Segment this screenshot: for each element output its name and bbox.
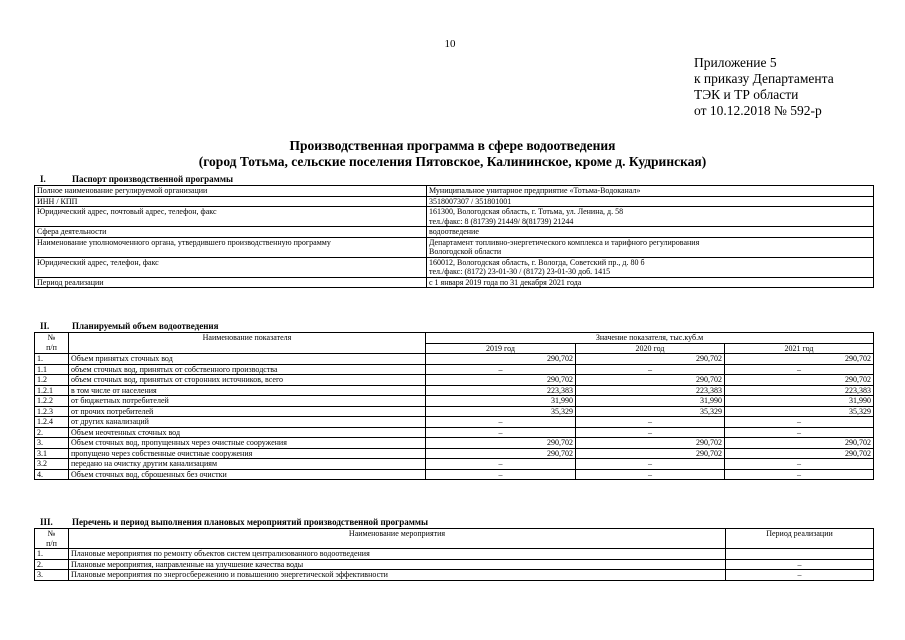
col-header-measure: Наименование мероприятия [69,529,726,549]
passport-value-line: тел./факс: (8172) 23-01-30 / (8172) 23-01-30 доб. 1415 [429,267,611,276]
measure-period: – [726,559,874,570]
table-row [35,406,874,417]
passport-value: 3518007307 / 351801001 [427,196,874,207]
table-row [35,196,874,207]
table-row [35,237,874,257]
value-2021: 35,329 [725,406,874,417]
value-2021: 223,383 [725,385,874,396]
indicator-name: объем сточных вод, принятых от сторонних источников, всего [69,375,426,386]
row-number: 1.2.3 [35,406,69,417]
table-row [35,375,874,386]
measure-period: – [726,570,874,581]
row-number: 3. [35,570,69,581]
indicator-name: Объем сточных вод, сброшенных без очистки [69,469,426,480]
value-2019: 290,702 [426,438,576,449]
section-2-heading [34,321,218,332]
value-2021: – [725,469,874,480]
value-2020: – [576,427,725,438]
section-3-heading [34,517,428,528]
table-row [35,277,874,288]
passport-label: Юридический адрес, телефон, факс [35,257,427,277]
value-2021: 31,990 [725,396,874,407]
appendix-line: Приложение 5 [694,55,777,70]
table-row [35,438,874,449]
value-2020: 290,702 [576,438,725,449]
value-2019: – [426,364,576,375]
section-1-heading [34,174,233,185]
volume-table [34,332,874,480]
title-line: Производственная программа в сфере водоотведения [289,138,616,153]
passport-value-line: тел./факс: 8 (81739) 21449/ 8(81739) 21244 [429,216,574,226]
value-2019: 290,702 [426,354,576,365]
value-2020: 290,702 [576,375,725,386]
section-number: III. [40,517,53,527]
appendix-line: к приказу Департамента [694,71,834,86]
row-number: 1.2.1 [35,385,69,396]
measure-period [726,549,874,560]
appendix-note [694,55,834,119]
table-row [35,559,874,570]
section-title: Планируемый объем водоотведения [72,321,219,331]
col-header-2021: 2021 год [725,343,874,354]
col-header-value: Значение показателя, тыс.куб.м [426,333,874,344]
row-number: 3. [35,438,69,449]
value-2019: – [426,459,576,470]
row-number: 1.1 [35,364,69,375]
table-row [35,448,874,459]
col-header-number [35,333,69,354]
row-number: 3.1 [35,448,69,459]
value-2019: – [426,427,576,438]
row-number: 2. [35,427,69,438]
measure-name: Плановые мероприятия по ремонту объектов систем централизованного водоотведения [69,549,726,560]
indicator-name: от бюджетных потребителей [69,396,426,407]
table-row [35,354,874,365]
table-header-row [35,333,874,344]
document-title [30,138,875,170]
table-row [35,396,874,407]
passport-label: Юридический адрес, почтовый адрес, телефон, факс [35,207,427,227]
title-line: (город Тотьма, сельские поселения Пятовское, Калининское, кроме д. Кудринская) [198,154,707,169]
passport-value-line: 161300, Вологодская область, г. Тотьма, ул. Ленина, д. 58 [429,207,624,216]
table-row [35,427,874,438]
passport-value [427,237,874,257]
passport-value: Муниципальное унитарное предприятие «Тотьма-Водоканал» [427,186,874,197]
appendix-line: от 10.12.2018 № 592-р [694,103,822,118]
table-row [35,186,874,197]
passport-table [34,185,874,288]
table-row [35,459,874,470]
table-row [35,417,874,428]
passport-value [427,257,874,277]
value-2021: – [725,459,874,470]
measure-name: Плановые мероприятия по энергосбережению и повышению энергетической эффективности [69,570,726,581]
section-number: I. [40,174,46,184]
value-2020: 35,329 [576,406,725,417]
table-row [35,207,874,227]
table-row [35,385,874,396]
col-header-2019: 2019 год [426,343,576,354]
row-number: 1. [35,549,69,560]
page-number: 10 [444,38,456,50]
passport-value-line: Департамент топливно-энергетического комплекса и тарифного регулирования [429,237,700,247]
passport-value: водоотведение [427,227,874,238]
value-2021: 290,702 [725,354,874,365]
value-2019: 35,329 [426,406,576,417]
value-2019: 31,990 [426,396,576,407]
row-number: 2. [35,559,69,570]
table-row [35,364,874,375]
passport-value: с 1 января 2019 года по 31 декабря 2021 года [427,277,874,288]
passport-label: Сфера деятельности [35,227,427,238]
table-row [35,257,874,277]
row-number: 4. [35,469,69,480]
table-row [35,570,874,581]
value-2021: – [725,364,874,375]
measures-table [34,528,874,581]
table-header-row [35,529,874,549]
col-header-number [35,529,69,549]
row-number: 1.2.4 [35,417,69,428]
value-2021: 290,702 [725,448,874,459]
value-2021: – [725,427,874,438]
indicator-name: передано на очистку другим канализациям [69,459,426,470]
table-row [35,469,874,480]
indicator-name: от других канализаций [69,417,426,428]
appendix-line: ТЭК и ТР области [694,87,799,102]
passport-value [427,207,874,227]
value-2019: 290,702 [426,375,576,386]
col-header-period: Период реализации [726,529,874,549]
table-row [35,227,874,238]
value-2020: 223,383 [576,385,725,396]
value-2019: 290,702 [426,448,576,459]
section-title: Перечень и период выполнения плановых мероприятий производственной программы [72,517,429,527]
header-number-line: п/п [46,342,57,352]
indicator-name: Объем принятых сточных вод [69,354,426,365]
section-number: II. [40,321,50,331]
header-number-line: № [47,529,56,538]
indicator-name: пропущено через собственные очистные сооружения [69,448,426,459]
passport-value-line: Вологодской области [429,247,502,256]
row-number: 3.2 [35,459,69,470]
value-2021: 290,702 [725,375,874,386]
passport-label: ИНН / КПП [35,196,427,207]
value-2020: – [576,459,725,470]
passport-value-line: 160012, Вологодская область, г. Вологда, Советский пр., д. 80 б [429,257,645,267]
row-number: 1. [35,354,69,365]
section-title: Паспорт производственной программы [72,174,233,184]
value-2020: – [576,417,725,428]
value-2019: – [426,417,576,428]
passport-label: Период реализации [35,277,427,288]
value-2021: 290,702 [725,438,874,449]
value-2020: 290,702 [576,448,725,459]
value-2020: 31,990 [576,396,725,407]
header-number-line: п/п [46,538,57,548]
col-header-2020: 2020 год [576,343,725,354]
measure-name: Плановые мероприятия, направленные на улучшение качества воды [69,559,726,570]
value-2019: – [426,469,576,480]
indicator-name: Объем сточных вод, пропущенных через очистные сооружения [69,438,426,449]
value-2020: – [576,364,725,375]
indicator-name: от прочих потребителей [69,406,426,417]
row-number: 1.2 [35,375,69,386]
value-2020: 290,702 [576,354,725,365]
value-2019: 223,383 [426,385,576,396]
row-number: 1.2.2 [35,396,69,407]
passport-label: Наименование уполномоченного органа, утвердившего производственную программу [35,237,427,257]
value-2020: – [576,469,725,480]
indicator-name: объем сточных вод, принятых от собственного производства [69,364,426,375]
value-2021: – [725,417,874,428]
table-row [35,549,874,560]
header-number-line: № [47,333,56,342]
indicator-name: в том числе от населения [69,385,426,396]
indicator-name: Объем неочтенных сточных вод [69,427,426,438]
passport-label: Полное наименование регулируемой организации [35,186,427,197]
col-header-name: Наименование показателя [69,333,426,354]
